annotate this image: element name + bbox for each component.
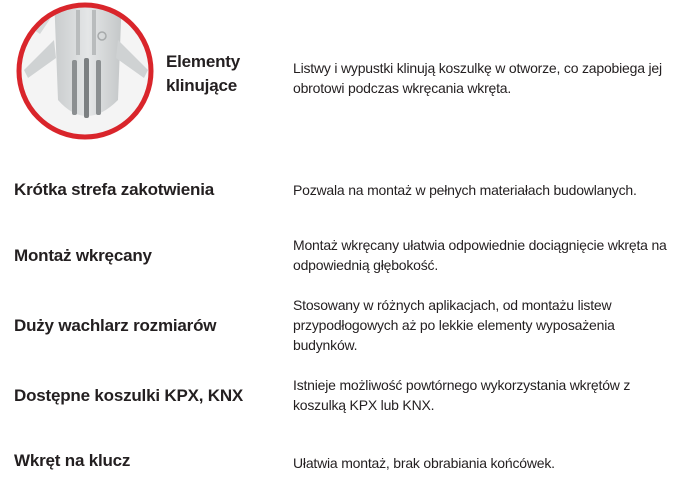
feature-label-short-anchorage: Krótka strefa zakotwienia <box>14 180 215 199</box>
feature-desc-size-range: Stosowany w różnych aplikacjach, od montażu listew przypodłogowych aż po lekkie elementy wyposażenia budynków. <box>293 297 615 353</box>
feature-label-key-screw: Wkręt na klucz <box>14 451 131 470</box>
feature-label-wedging-elements: Elementy klinujące <box>166 52 240 95</box>
feature-label-size-range: Duży wachlarz rozmiarów <box>14 316 217 335</box>
feature-desc-available-sleeves: Istnieje możliwość powtórnego wykorzystania wkrętów z koszulką KPX lub KNX. <box>293 377 631 413</box>
product-closeup-image <box>14 0 156 142</box>
feature-label-screw-mounting: Montaż wkręcany <box>14 246 152 265</box>
anchor-sleeve-closeup-icon <box>14 0 156 142</box>
feature-label-available-sleeves: Dostępne koszulki KPX, KNX <box>14 386 244 405</box>
feature-desc-key-screw: Ułatwia montaż, brak obrabiania końcówek. <box>293 455 555 471</box>
feature-desc-screw-mounting: Montaż wkręcany ułatwia odpowiednie dociągnięcie wkręta na odpowiednią głębokość. <box>293 237 667 273</box>
feature-desc-short-anchorage: Pozwala na montaż w pełnych materiałach budowlanych. <box>293 182 637 198</box>
feature-desc-wedging-elements: Listwy i wypustki klinują koszulkę w otworze, co zapobiega jej obrotowi podczas wkręcania wkręta. <box>293 60 662 96</box>
